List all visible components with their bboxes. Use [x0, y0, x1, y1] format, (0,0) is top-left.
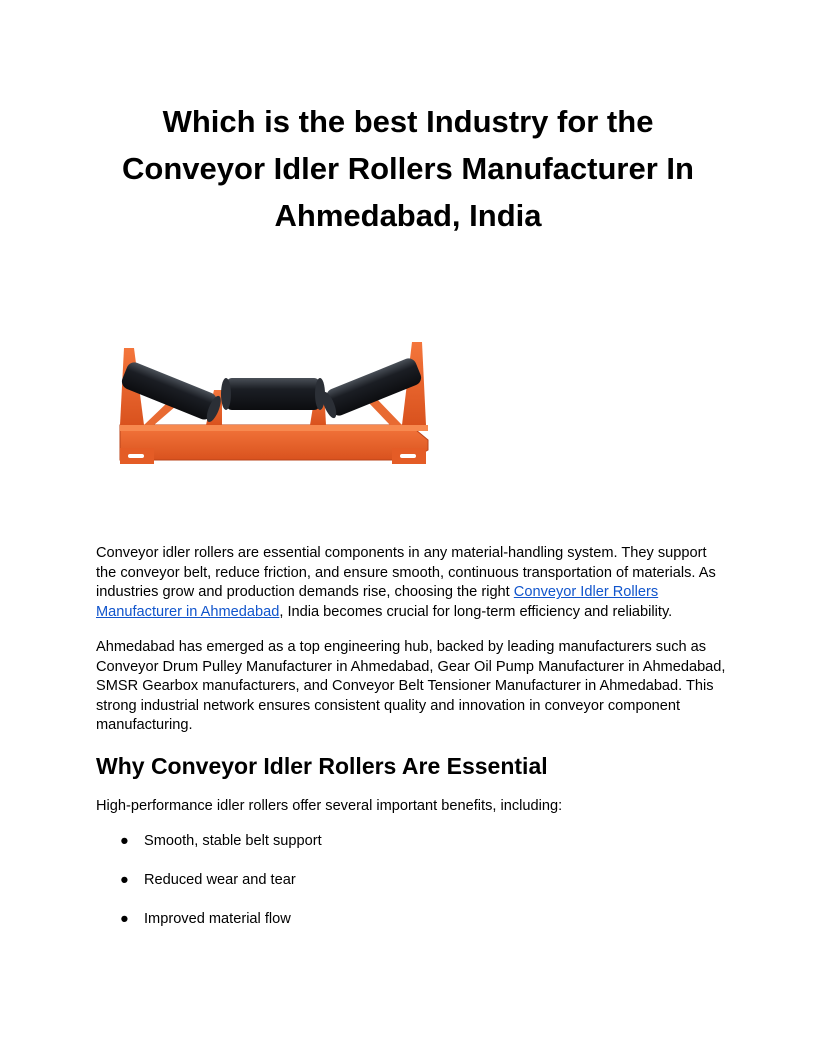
page-title	[96, 98, 720, 239]
title-line: Conveyor Idler Rollers Manufacturer In	[122, 151, 694, 186]
title-line: Ahmedabad, India	[274, 198, 542, 233]
benefit-text: Improved material flow	[144, 911, 291, 927]
bullet-icon: ●	[120, 833, 129, 849]
manufacturer-link[interactable]: Conveyor Idler Rollers Manufacturer in Ahmedabad	[96, 584, 659, 620]
intro-text-end: , India becomes crucial for long-term efficiency and reliability.	[279, 603, 673, 620]
intro-paragraph	[96, 544, 726, 622]
section-intro: High-performance idler rollers offer several important benefits, including:	[96, 798, 563, 814]
bullet-icon: ●	[120, 872, 129, 888]
bullet-icon: ●	[120, 911, 129, 927]
intro-text: Conveyor idler rollers are essential components in any material-handling system. They support the conveyor belt, reduce friction, and ensure smooth, continuous transportation of materials. As industries grow and production demands rise, choosing the right	[96, 545, 716, 601]
hub-paragraph: Ahmedabad has emerged as a top engineering hub, backed by leading manufacturers such as Conveyor Drum Pulley Manufacturer in Ahmedabad, Gear Oil Pump Manufacturer in Ahmedabad, SMSR Gearbox manufacturers, and Conveyor Belt Tensioner Manufacturer in Ahmedabad. This strong industrial network ensures consistent quality and innovation in conveyor component manufacturing.	[96, 639, 726, 734]
benefit-text: Smooth, stable belt support	[144, 833, 322, 849]
benefit-text: Reduced wear and tear	[144, 872, 296, 888]
title-line: Which is the best Industry for the	[162, 104, 654, 139]
idler-roller-image	[110, 330, 440, 470]
section-heading: Why Conveyor Idler Rollers Are Essential	[96, 753, 548, 779]
